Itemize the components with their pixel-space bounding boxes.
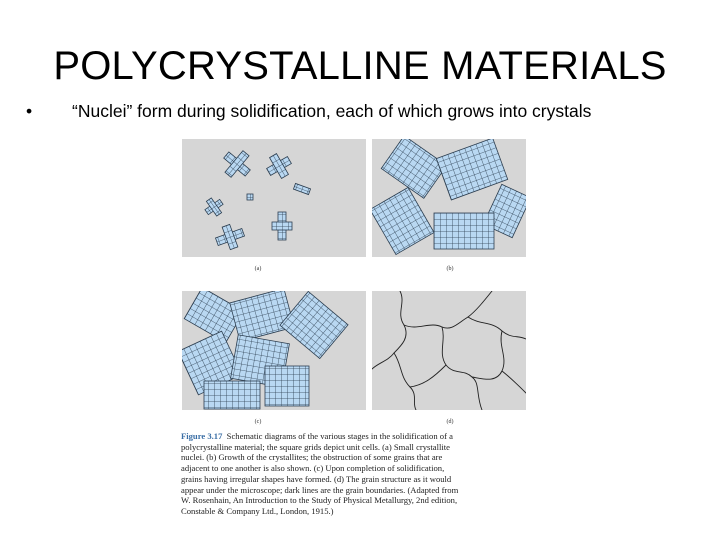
- caption-line: nuclei. (b) Growth of the crystallites; the obstruction of some grains that are: [181, 452, 443, 463]
- grain-boundaries-diagram: [372, 291, 526, 410]
- caption-line: W. Rosenhain, An Introduction to the Study of Physical Metallurgy, 2nd edition,: [181, 495, 458, 506]
- nucleus-crystal: [217, 144, 256, 183]
- figure-caption: [181, 431, 521, 517]
- grain: [204, 381, 260, 409]
- grain: [280, 291, 348, 358]
- caption-line: appear under the microscope; dark lines are the grain boundaries. (Adapted from: [181, 484, 459, 495]
- nucleus-crystal: [201, 194, 226, 219]
- panel-label-d: (d): [446, 419, 454, 425]
- figure-panel-c: [182, 291, 366, 410]
- grain: [230, 291, 294, 342]
- caption-line: grains having irregular shapes have formed. (d) The grain structure as it would: [181, 473, 452, 484]
- crystallite: [381, 139, 447, 198]
- caption-line: adjacent to one another is also shown. (c) Upon completion of solidification,: [181, 463, 445, 474]
- caption-line: Schematic diagrams of the various stages in the solidification of a: [226, 431, 453, 441]
- solidified-grains-diagram: [182, 291, 366, 410]
- nucleus-crystal: [293, 183, 310, 194]
- panel-label-b: (b): [446, 266, 454, 272]
- grain-boundary-lines: [372, 291, 526, 410]
- nuclei-diagram: [182, 139, 366, 257]
- panel-label-c: (c): [254, 419, 262, 425]
- caption-line: polycrystalline material; the square grids depict unit cells. (a) Small crystallite: [181, 441, 450, 452]
- bullet-symbol: •: [26, 101, 33, 121]
- nucleus-crystal: [213, 221, 248, 253]
- panel-label-a: (a): [254, 266, 262, 272]
- caption-figure-label: Figure 3.17: [181, 431, 223, 441]
- nucleus-crystal: [272, 212, 292, 240]
- bullet-item: [26, 100, 591, 122]
- nucleus-crystal: [247, 194, 253, 200]
- grain: [265, 366, 309, 406]
- figure-panel-b: [372, 139, 526, 257]
- crystallite: [434, 213, 494, 249]
- caption-line: Constable & Company Ltd., London, 1915.): [181, 505, 334, 516]
- crystallite: [436, 139, 507, 200]
- nucleus-crystal: [263, 150, 296, 183]
- bullet-text: “Nuclei” form during solidification, each of which grows into crystals: [72, 101, 592, 121]
- growth-diagram: [372, 139, 526, 257]
- figure-panel-a: [182, 139, 366, 257]
- figure-panel-d: [372, 291, 526, 410]
- slide-title: POLYCRYSTALLINE MATERIALS: [53, 44, 667, 88]
